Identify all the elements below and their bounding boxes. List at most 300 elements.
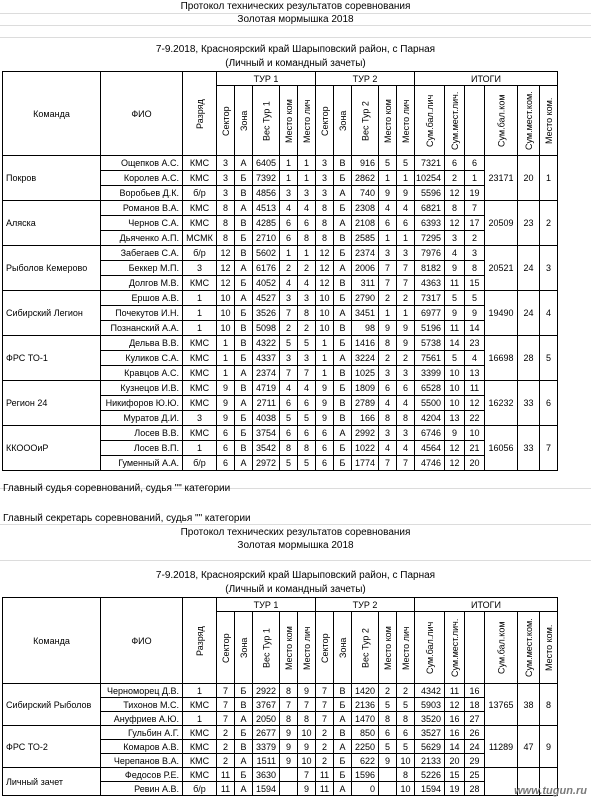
table-cell: 3526 [253, 306, 280, 321]
participant-name: Ревин А.В. [101, 782, 183, 796]
table-cell: 2677 [253, 726, 280, 740]
table-cell: 5500 [415, 396, 445, 411]
table-cell: 7321 [415, 156, 445, 171]
table-cell: 11 [445, 684, 465, 698]
table-cell: 25 [465, 768, 485, 782]
table-cell: 10254 [415, 171, 445, 186]
participant-name: Куликов С.А. [101, 351, 183, 366]
table-cell: 19 [445, 782, 465, 796]
table-cell: 7 [397, 456, 415, 471]
table-cell: В [334, 276, 352, 291]
table-cell: б/р [183, 782, 217, 796]
table-cell: 21 [465, 441, 485, 456]
table-cell: 4 [379, 441, 397, 456]
table-cell: 1 [183, 684, 217, 698]
table-cell: 3 [379, 366, 397, 381]
table-cell: 6 [280, 396, 298, 411]
team-place: 4 [540, 291, 558, 336]
table-cell: 8 [379, 712, 397, 726]
table-cell: 622 [352, 754, 379, 768]
table-cell: Б [235, 171, 253, 186]
table-cell: В [235, 336, 253, 351]
team-place: 9 [540, 726, 558, 768]
protocol1-type: (Личный и командный зачеты) [225, 58, 366, 69]
table-cell: 7 [298, 366, 316, 381]
table-cell: 2862 [352, 171, 379, 186]
table-cell: 4564 [415, 441, 445, 456]
table-cell: 1 [316, 336, 334, 351]
participant-name: Забегаев С.А. [101, 246, 183, 261]
participant-name: Романов В.А. [101, 201, 183, 216]
table-cell: 11 [217, 768, 235, 782]
table-cell: 10 [316, 321, 334, 336]
table-cell: А [235, 456, 253, 471]
table-cell: 1025 [352, 366, 379, 381]
table-cell: 8 [217, 216, 235, 231]
team-name: Сибирский Легион [3, 291, 101, 336]
team-sum-score: 16232 [485, 381, 518, 426]
table-cell: 0 [352, 782, 379, 796]
table-cell: 4052 [253, 276, 280, 291]
table-cell: 7295 [415, 231, 445, 246]
subheader-cell: Сум.бал.ком [485, 86, 518, 156]
team-sum-places: 24 [518, 246, 540, 291]
table-cell: 1 [183, 321, 217, 336]
table-cell: 7 [316, 712, 334, 726]
table-cell: 2 [316, 754, 334, 768]
table-cell: 2 [465, 231, 485, 246]
table-cell: 4363 [415, 276, 445, 291]
table-cell: 9 [217, 381, 235, 396]
table-cell: 9 [397, 336, 415, 351]
protocol1-place: 7-9.2018, Красноярский край Шарыповский район, с Парная [155, 44, 436, 55]
table-cell: 6 [465, 156, 485, 171]
table-cell: 6176 [253, 261, 280, 276]
subheader-cell: Место ком [280, 86, 298, 156]
table-cell: 29 [465, 754, 485, 768]
table-cell: КМС [183, 366, 217, 381]
table-cell: 8 [280, 712, 298, 726]
table-cell: 3 [316, 171, 334, 186]
table-cell: 5738 [415, 336, 445, 351]
table-cell: 6 [217, 426, 235, 441]
table-cell: 8 [298, 441, 316, 456]
header-rank: Разряд [183, 598, 217, 684]
participant-name: Тихонов М.С. [101, 698, 183, 712]
table-cell: 3 [397, 246, 415, 261]
grid-line [0, 560, 591, 561]
table-cell: КМС [183, 216, 217, 231]
table-cell: 9 [280, 740, 298, 754]
table-cell: 7 [298, 768, 316, 782]
table-cell: КМС [183, 336, 217, 351]
subheader-cell: Место ком [379, 86, 397, 156]
table-cell: 5 [280, 336, 298, 351]
table-cell: 6 [217, 441, 235, 456]
table-cell: Б [235, 768, 253, 782]
table-cell: 10 [445, 396, 465, 411]
table-cell: 5 [298, 456, 316, 471]
table-cell: 3767 [253, 698, 280, 712]
table-cell: 2 [397, 351, 415, 366]
table-cell: 3 [280, 351, 298, 366]
subheader-cell: Вес Тур 2 [352, 612, 379, 684]
table-cell: 10 [445, 366, 465, 381]
team-sum-score: 23171 [485, 156, 518, 201]
table-cell: 9 [465, 306, 485, 321]
participant-name: Ощепков А.С. [101, 156, 183, 171]
team-sum-places: 28 [518, 336, 540, 381]
table-cell: 9 [397, 321, 415, 336]
table-cell: 850 [352, 726, 379, 740]
results-table-2 [2, 597, 558, 796]
table-cell: 9 [280, 754, 298, 768]
table-cell: 5 [379, 156, 397, 171]
table-cell: 1 [183, 441, 217, 456]
table-cell: 2 [280, 321, 298, 336]
subheader-cell: Сум.мест.ком. [518, 612, 540, 684]
table-cell: 4 [397, 396, 415, 411]
subheader-cell: Место лич [397, 612, 415, 684]
table-cell: А [334, 261, 352, 276]
table-cell: 2 [217, 726, 235, 740]
table-cell: 6 [298, 216, 316, 231]
table-header-row [3, 598, 558, 612]
table-cell: 12 [316, 246, 334, 261]
secretary-signature-line: Главный секретарь соревнований, судья "" категории [3, 513, 251, 524]
protocol2-type: (Личный и командный зачеты) [225, 584, 366, 595]
table-cell: Б [235, 684, 253, 698]
table-cell: 2 [298, 261, 316, 276]
table-cell: 10 [298, 726, 316, 740]
table-cell: 8 [298, 712, 316, 726]
table-cell: 6393 [415, 216, 445, 231]
table-cell: 1 [316, 351, 334, 366]
subheader-cell: Сум.мест.ком. [518, 86, 540, 156]
team-place: 3 [540, 246, 558, 291]
table-cell: 9 [298, 684, 316, 698]
table-cell: 1 [298, 156, 316, 171]
table-cell: 4 [465, 351, 485, 366]
table-cell: 6746 [415, 426, 445, 441]
table-cell: 28 [465, 782, 485, 796]
table-cell: 8 [217, 201, 235, 216]
table-cell: 8 [316, 201, 334, 216]
table-cell: Б [235, 726, 253, 740]
header-totals: ИТОГИ [415, 72, 558, 86]
table-cell: В [334, 411, 352, 426]
table-cell: Б [235, 306, 253, 321]
table-cell: В [235, 698, 253, 712]
table-cell: 9 [379, 186, 397, 201]
table-cell: 4 [280, 201, 298, 216]
table-cell: 2 [379, 351, 397, 366]
team-sum-places: 38 [518, 684, 540, 726]
table-cell: 1594 [253, 782, 280, 796]
participant-name: Ершов А.В. [101, 291, 183, 306]
table-cell: 2 [280, 261, 298, 276]
table-cell: 3224 [352, 351, 379, 366]
team-name: Регион 24 [3, 381, 101, 426]
subheader-cell: Сум.мест.лич. [445, 612, 465, 684]
table-cell: 3 [298, 186, 316, 201]
table-cell: А [334, 782, 352, 796]
table-cell: 11 [217, 782, 235, 796]
table-cell: 12 [445, 216, 465, 231]
table-cell: А [235, 754, 253, 768]
participant-name: Познанский А.А. [101, 321, 183, 336]
participant-name: Муратов Д.И. [101, 411, 183, 426]
table-cell: 9 [280, 726, 298, 740]
results-table-1 [2, 71, 558, 471]
table-cell: 8 [445, 201, 465, 216]
table-cell: 8182 [415, 261, 445, 276]
table-cell: Б [334, 456, 352, 471]
table-cell: 5 [379, 740, 397, 754]
subheader-cell: Сум.мест.лич. [445, 86, 465, 156]
table-cell: 10 [217, 306, 235, 321]
table-cell: Б [235, 276, 253, 291]
table-cell: КМС [183, 754, 217, 768]
team-sum-places: 24 [518, 291, 540, 336]
table-cell: 10 [298, 754, 316, 768]
table-cell: 1 [298, 246, 316, 261]
table-cell: 7976 [415, 246, 445, 261]
team-sum-score: 19490 [485, 291, 518, 336]
table-cell: 6528 [415, 381, 445, 396]
table-cell: 6 [316, 441, 334, 456]
site-watermark: www.tugun.ru [514, 785, 587, 797]
table-cell: 1 [397, 231, 415, 246]
table-cell: 12 [445, 186, 465, 201]
table-cell: 3 [316, 186, 334, 201]
subheader-cell: Сум.бал.лич [415, 612, 445, 684]
table-cell: 2 [316, 726, 334, 740]
table-cell: 5 [445, 291, 465, 306]
table-cell: 22 [465, 411, 485, 426]
table-cell: 1 [183, 712, 217, 726]
table-cell: 8 [397, 411, 415, 426]
table-cell: 6 [316, 426, 334, 441]
table-cell: 4204 [415, 411, 445, 426]
table-cell: 8 [379, 411, 397, 426]
table-cell: 12 [217, 261, 235, 276]
table-cell: 7 [379, 261, 397, 276]
table-cell [280, 782, 298, 796]
table-cell: 7 [280, 366, 298, 381]
table-cell: А [235, 156, 253, 171]
table-cell: 7 [298, 698, 316, 712]
participant-name: Никифоров Ю.Ю. [101, 396, 183, 411]
table-cell: Б [235, 351, 253, 366]
protocol1-event: Золотая мормышка 2018 [237, 14, 354, 25]
table-cell: 9 [217, 396, 235, 411]
participant-name: Гульбин А.Г. [101, 726, 183, 740]
table-cell: 1774 [352, 456, 379, 471]
table-cell: А [334, 712, 352, 726]
participant-name: Кузнецов И.В. [101, 381, 183, 396]
table-cell: 3520 [415, 712, 445, 726]
table-cell: В [334, 321, 352, 336]
table-cell: 5596 [415, 186, 445, 201]
team-sum-score [485, 768, 518, 796]
table-cell: 12 [445, 441, 465, 456]
table-cell: 1 [379, 231, 397, 246]
table-cell: 26 [465, 726, 485, 740]
table-cell: Б [334, 291, 352, 306]
table-cell: 23 [465, 336, 485, 351]
table-cell: 16 [445, 712, 465, 726]
table-cell: Б [334, 246, 352, 261]
table-cell: 12 [465, 396, 485, 411]
table-cell: 6 [316, 456, 334, 471]
table-cell: 1594 [415, 782, 445, 796]
table-cell: А [235, 291, 253, 306]
table-cell: Б [334, 201, 352, 216]
team-name: Аляска [3, 201, 101, 246]
table-cell: 6 [217, 456, 235, 471]
table-cell: 2136 [352, 698, 379, 712]
table-cell: 6 [379, 726, 397, 740]
table-cell: 14 [445, 740, 465, 754]
table-cell: КМС [183, 698, 217, 712]
table-cell: КМС [183, 726, 217, 740]
subheader-cell: Место лич [298, 86, 316, 156]
table-cell: 2992 [352, 426, 379, 441]
table-cell: 916 [352, 156, 379, 171]
table-cell: В [235, 740, 253, 754]
table-cell: А [334, 351, 352, 366]
table-cell: 5 [397, 698, 415, 712]
table-cell: б/р [183, 456, 217, 471]
team-sum-places: 33 [518, 381, 540, 426]
table-cell: Б [334, 171, 352, 186]
table-cell: А [235, 712, 253, 726]
table-cell: А [334, 740, 352, 754]
table-row [3, 291, 558, 306]
subheader-cell: Сектор [316, 612, 334, 684]
team-sum-score: 16698 [485, 336, 518, 381]
table-cell: В [334, 231, 352, 246]
team-name: Рыболов Кемерово [3, 246, 101, 291]
table-cell: 9 [379, 754, 397, 768]
table-cell: КМС [183, 156, 217, 171]
table-cell: 1 [280, 246, 298, 261]
table-cell: 3754 [253, 426, 280, 441]
table-cell: 6 [445, 156, 465, 171]
table-cell: Б [334, 336, 352, 351]
subheader-cell-empty [465, 86, 485, 156]
table-cell: 6977 [415, 306, 445, 321]
table-cell: В [235, 186, 253, 201]
judge-signature-line: Главный судья соревнований, судья "" категории [3, 483, 231, 494]
table-cell: 8 [379, 336, 397, 351]
table-cell: 11 [465, 381, 485, 396]
table-cell: А [334, 426, 352, 441]
team-place: 1 [540, 156, 558, 201]
table-cell: 3 [397, 426, 415, 441]
table-cell: 1022 [352, 441, 379, 456]
table-cell: 4337 [253, 351, 280, 366]
table-cell: 5 [465, 291, 485, 306]
participant-name: Федосов Р.Е. [101, 768, 183, 782]
participant-name: Чернов С.А. [101, 216, 183, 231]
table-cell: 13 [465, 366, 485, 381]
table-cell: МСМК [183, 231, 217, 246]
team-name: ФРС ТО-1 [3, 336, 101, 381]
participant-name: Дьяченко А.П. [101, 231, 183, 246]
subheader-cell: Вес Тур 1 [253, 612, 280, 684]
table-cell: 3 [465, 246, 485, 261]
table-cell: 2 [316, 740, 334, 754]
table-cell: 2006 [352, 261, 379, 276]
table-cell: 2108 [352, 216, 379, 231]
table-cell: 1 [183, 306, 217, 321]
table-cell: 6405 [253, 156, 280, 171]
table-cell: 8 [298, 231, 316, 246]
table-cell: 7317 [415, 291, 445, 306]
table-cell: В [334, 156, 352, 171]
team-sum-places: 20 [518, 156, 540, 201]
table-cell: 16 [445, 726, 465, 740]
table-cell: 6 [397, 381, 415, 396]
table-cell: 740 [352, 186, 379, 201]
subheader-cell: Сектор [217, 86, 235, 156]
table-cell: 4 [298, 276, 316, 291]
participant-name: Черноморец Д.В. [101, 684, 183, 698]
table-cell: 7392 [253, 171, 280, 186]
table-cell: 2374 [352, 246, 379, 261]
table-cell: 98 [352, 321, 379, 336]
subheader-cell: Место ком [379, 612, 397, 684]
table-cell: 3 [397, 366, 415, 381]
participant-name: Кравцов А.С. [101, 366, 183, 381]
table-cell: 9 [217, 411, 235, 426]
team-place: 2 [540, 201, 558, 246]
table-cell: 5903 [415, 698, 445, 712]
table-cell: 6 [379, 216, 397, 231]
table-cell: 11 [316, 768, 334, 782]
table-cell: 2 [298, 321, 316, 336]
table-cell: 2 [217, 740, 235, 754]
table-cell: 7 [397, 261, 415, 276]
table-cell: 6 [298, 426, 316, 441]
table-cell: 2972 [253, 456, 280, 471]
protocol2-event: Золотая мормышка 2018 [237, 540, 354, 551]
participant-name: Лосев В.В. [101, 426, 183, 441]
table-cell: 2250 [352, 740, 379, 754]
subheader-cell: Место лич [397, 86, 415, 156]
table-row [3, 768, 558, 782]
table-cell: 3451 [352, 306, 379, 321]
table-cell: б/р [183, 246, 217, 261]
participant-name: Дельва В.В. [101, 336, 183, 351]
table-cell: КМС [183, 201, 217, 216]
table-cell: 6 [298, 396, 316, 411]
table-cell: А [235, 366, 253, 381]
table-cell: 2 [379, 684, 397, 698]
table-cell: 2308 [352, 201, 379, 216]
table-cell: 5 [379, 698, 397, 712]
table-cell: 4322 [253, 336, 280, 351]
table-cell: 14 [445, 336, 465, 351]
table-cell: 8 [280, 441, 298, 456]
table-cell: 2374 [253, 366, 280, 381]
table-cell: 5602 [253, 246, 280, 261]
table-cell: 2050 [253, 712, 280, 726]
table-cell: 4 [280, 276, 298, 291]
table-cell: Б [235, 411, 253, 426]
